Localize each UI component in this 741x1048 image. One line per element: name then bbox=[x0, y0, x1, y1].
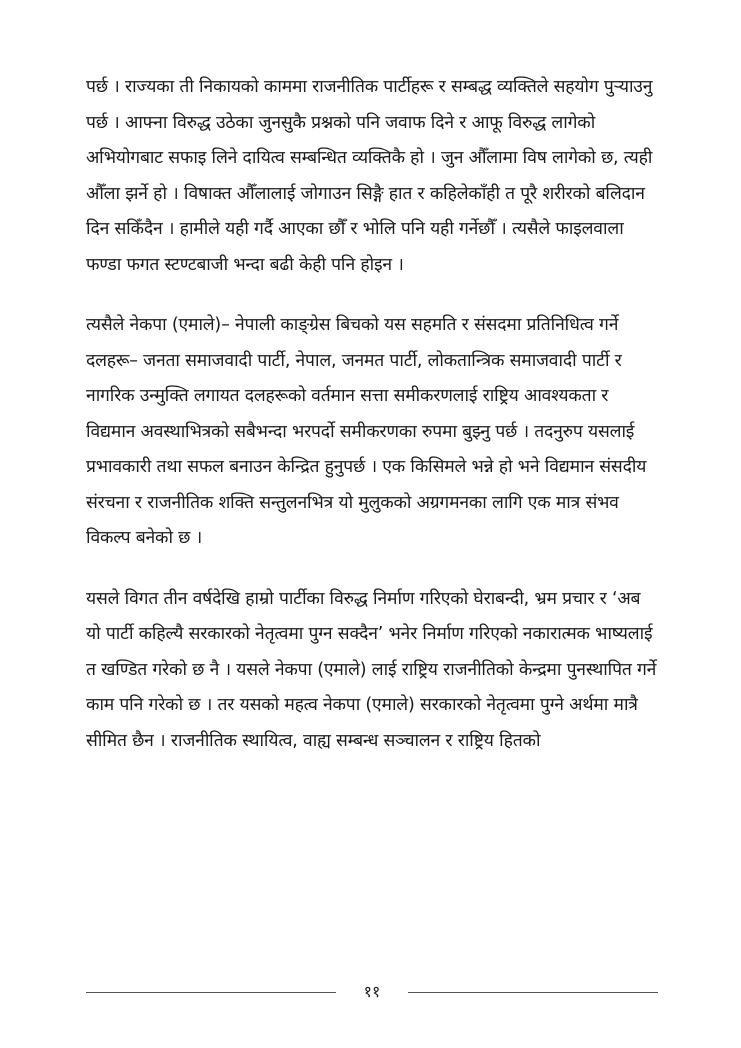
paragraph-1: पर्छ । राज्यका ती निकायको काममा राजनीतिक पार्टीहरू र सम्बद्ध व्यक्तिले सहयोग पुऱ्याउनु पर्छ । आफ्ना विरुद्ध उठेका जुनसुकै प्रश्नको पनि जवाफ दिने र आफू विरुद्ध लागेको अभियोगबाट सफाइ लिने दायित्व सम्बन्धित व्यक्तिकै हो । जुन औँलामा विष लागेको छ, त्यही औँला झर्ने हो । विषाक्त औँलालाई जोगाउन सिङ्गै हात र कहिलेकाँही त पूरै शरीरको बलिदान दिन सकिँदैन । हामीले यही गर्दै आएका छौँ र भोलि पनि यही गर्नेछौँ । त्यसैले फाइलवाला फण्डा फगत स्टण्टबाजी भन्दा बढी केही पनि होइन । bbox=[86, 77, 653, 275]
paragraph-2: त्यसैले नेकपा (एमाले)– नेपाली काङ्ग्रेस बिचको यस सहमति र संसदमा प्रतिनिधित्व गर्ने दलहरू– जनता समाजवादी पार्टी, नेपाल, जनमत पार्टी, लोकतान्त्रिक समाजवादी पार्टी र नागरिक उन्मुक्ति लगायत दलहरूको वर्तमान सत्ता समीकरणलाई राष्ट्रिय आवश्यकता र विद्यमान अवस्थाभित्रको सबैभन्दा भरपर्दो समीकरणका रुपमा बुझ्नु पर्छ । तदनुरुप यसलाई प्रभावकारी तथा सफल बनाउन केन्द्रित हुनुपर्छ । एक किसिमले भन्ने हो भने विद्यमान संसदीय संरचना र राजनीतिक शक्ति सन्तुलनभित्र यो मुलुकको अग्रगमनका लागि एक मात्र संभव विकल्प बनेको छ । bbox=[86, 315, 647, 548]
page-footer bbox=[86, 980, 658, 1004]
page-body bbox=[86, 70, 658, 759]
footer-rule-right bbox=[408, 992, 658, 993]
page-number: ११ bbox=[363, 982, 381, 1001]
paragraph-gap bbox=[86, 283, 658, 308]
paragraph-3: यसले विगत तीन वर्षदेखि हाम्रो पार्टीका विरुद्ध निर्माण गरिएको घेराबन्दी, भ्रम प्रचार र ‘अब यो पार्टी कहिल्यै सरकारको नेतृत्वमा पुग्न सक्दैन’ भनेर निर्माण गरिएको नकारात्मक भाष्यलाई त खण्डित गरेको छ नै । यसले नेकपा (एमाले) लाई राष्ट्रिय राजनीतिको केन्द्रमा पुनस्थापित गर्ने काम पनि गरेको छ । तर यसको महत्व नेकपा (एमाले) सरकारको नेतृत्वमा पुग्ने अर्थमा मात्रै सीमित छैन । राजनीतिक स्थायित्व, वाह्य सम्बन्ध सञ्चालन र राष्ट्रिय हितको bbox=[86, 588, 657, 751]
paragraph-gap bbox=[86, 557, 658, 582]
